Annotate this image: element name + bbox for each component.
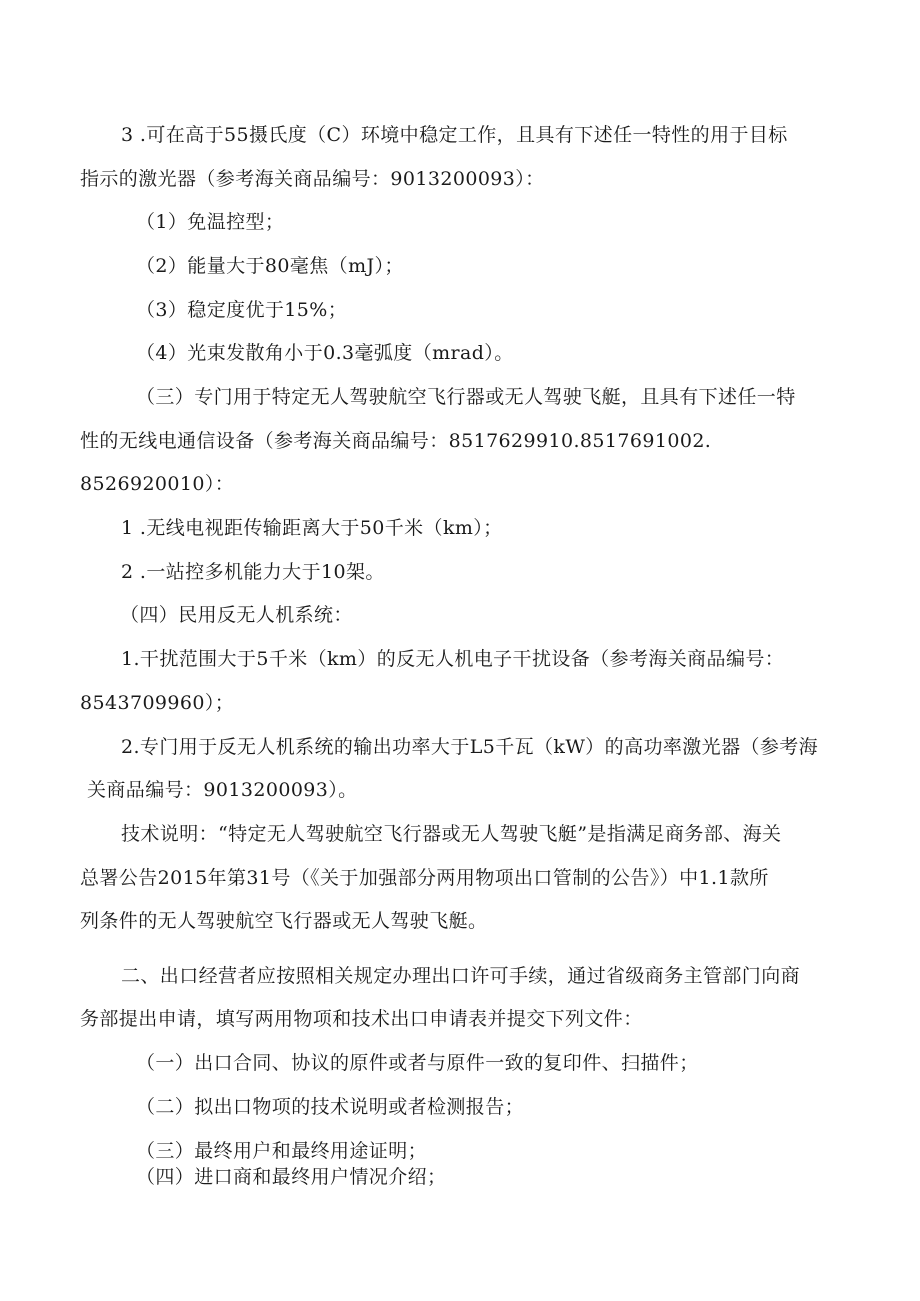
- paragraph-line: 1.干扰范围大于5千米（km）的反无人机电子干扰设备（参考海关商品编号：: [121, 648, 785, 670]
- paragraph-line: 二、出口经营者应按照相关规定办理出口许可手续，通过省级商务主管部门向商: [121, 965, 801, 987]
- paragraph-line: 3 .可在高于55摄氏度（C）环境中稳定工作，且具有下述任一特性的用于目标: [121, 124, 788, 146]
- paragraph-line: 8543709960）；: [80, 692, 235, 714]
- list-item: 2 .一站控多机能力大于10架。: [121, 561, 385, 583]
- list-item: （四）进口商和最终用户情况介绍；: [136, 1166, 447, 1188]
- list-item: （一）出口合同、协议的原件或者与原件一致的复印件、扫描件；: [136, 1052, 699, 1074]
- list-item: （三）最终用户和最终用途证明；: [136, 1140, 428, 1162]
- paragraph-line: 性的无线电通信设备（参考海关商品编号：8517629910.8517691002.: [80, 430, 712, 452]
- paragraph-line: 8526920010）：: [80, 473, 235, 495]
- list-item: （3）稳定度优于15%；: [136, 299, 348, 321]
- paragraph-line: 指示的激光器（参考海关商品编号：9013200093）：: [80, 168, 545, 190]
- paragraph-line: 总署公告2015年第31号（《关于加强部分两用物项出口管制的公告》）中1.1款所: [80, 867, 769, 889]
- list-item: （4）光束发散角小于0.3毫弧度（mrad）。: [136, 342, 514, 364]
- paragraph-line: 列条件的无人驾驶航空飞行器或无人驾驶飞艇。: [80, 910, 488, 932]
- list-item: 1 .无线电视距传输距离大于50千米（km）；: [121, 517, 503, 539]
- paragraph-line: 技术说明：“特定无人驾驶航空飞行器或无人驾驶飞艇”是指满足商务部、海关: [121, 823, 782, 845]
- list-item: （2）能量大于80毫焦（mJ）；: [136, 255, 404, 277]
- paragraph-line: （三）专门用于特定无人驾驶航空飞行器或无人驾驶飞艇，且具有下述任一特: [136, 386, 796, 408]
- section-heading: （四）民用反无人机系统：: [120, 604, 353, 626]
- paragraph-line: 关商品编号：9013200093）。: [87, 779, 358, 801]
- list-item: （二）拟出口物项的技术说明或者检测报告；: [136, 1096, 525, 1118]
- list-item: （1）免温控型；: [136, 211, 285, 233]
- paragraph-line: 务部提出申请，填写两用物项和技术出口申请表并提交下列文件：: [80, 1008, 643, 1030]
- paragraph-line: 2.专门用于反无人机系统的输出功率大于L5千瓦（kW）的高功率激光器（参考海: [121, 736, 819, 758]
